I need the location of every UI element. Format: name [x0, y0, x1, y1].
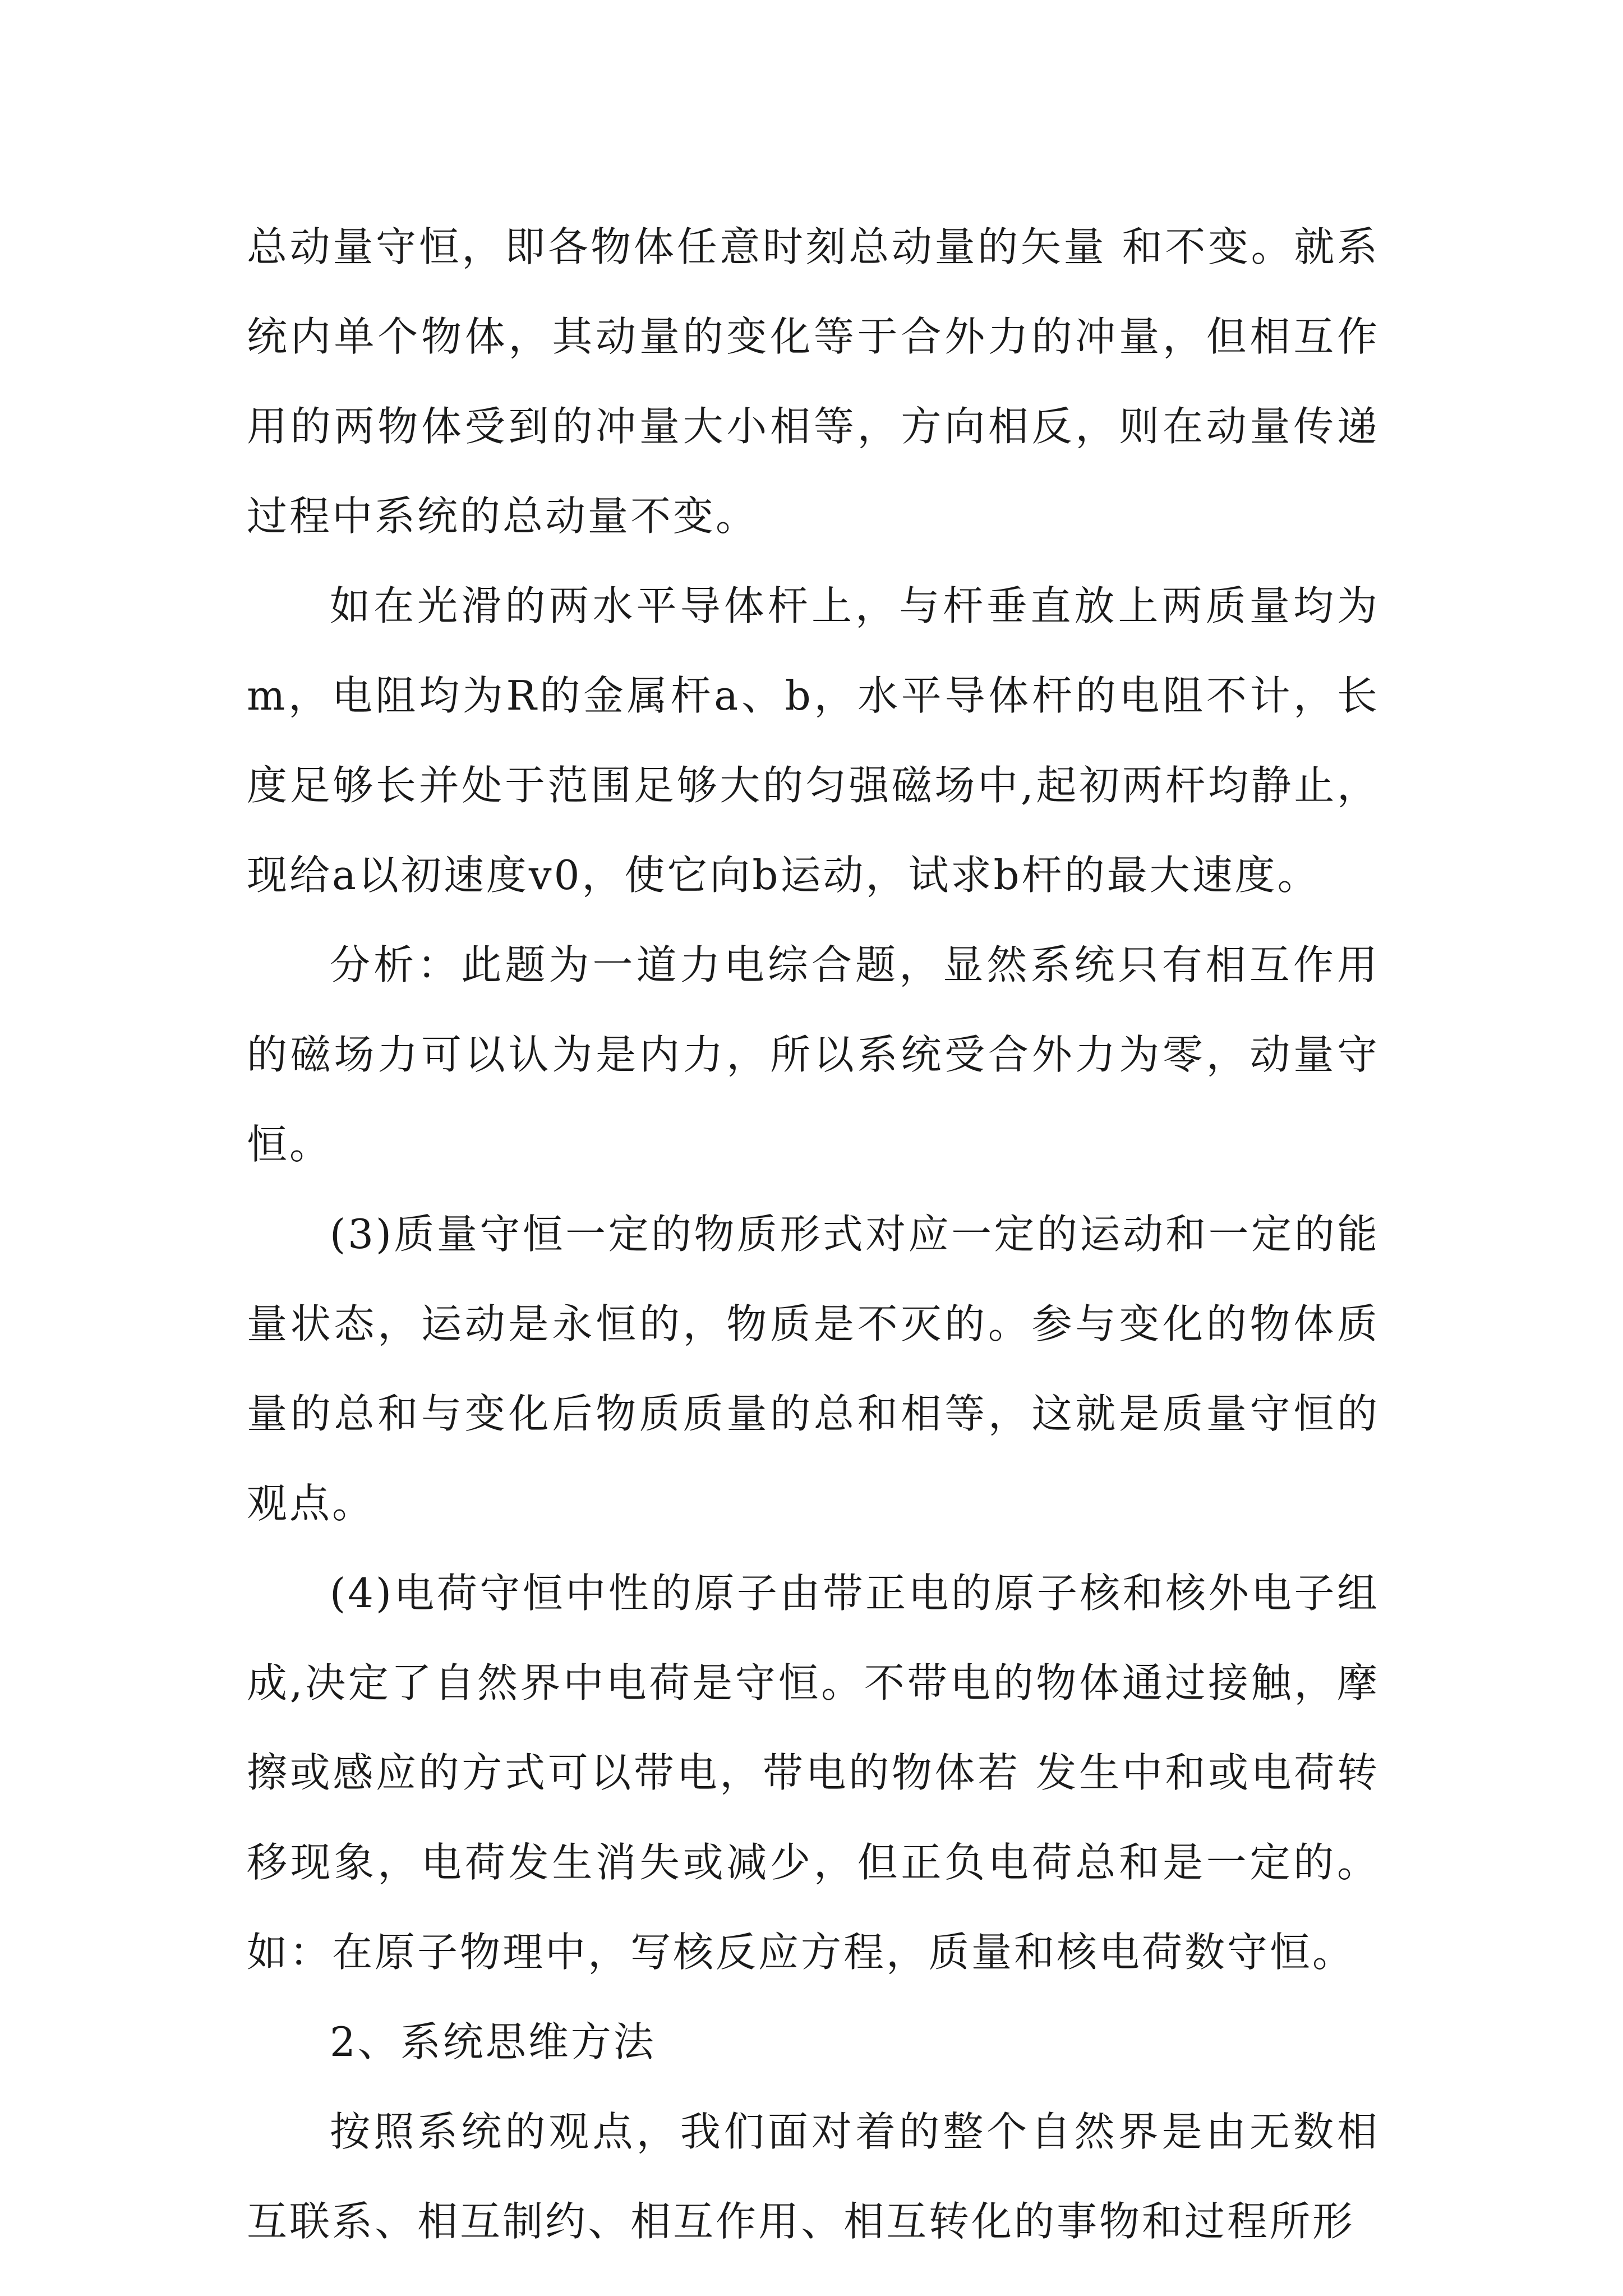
paragraph-system-viewpoint: 按照系统的观点，我们面对着的整个自然界是由无数相互联系、相互制约、相互作用、相互转化的事物和过程所形 — [247, 2108, 1380, 2245]
paragraph-mass-conservation: (3)质量守恒一定的物质形式对应一定的运动和一定的能量状态，运动是永恒的，物质是不灭的。参与变化的物体质量的总和与变化后物质质量的总和相等，这就是质量守恒的观点。 — [247, 1211, 1380, 1527]
paragraph-analysis: 分析：此题为一道力电综合题，显然系统只有相互作用的磁场力可以认为是内力，所以系统受合外力为零，动量守恒。 — [247, 941, 1380, 1168]
document-body — [247, 202, 1380, 2266]
paragraph-momentum-conservation: 总动量守恒，即各物体任意时刻总动量的矢量 和不变。就系统内单个物体，其动量的变化等于合外力的冲量，但相互作用的两物体受到的冲量大小相等，方向相反，则在动量传递过程中系统的总动量不变。 — [247, 223, 1380, 540]
paragraph-example-problem: 如在光滑的两水平导体杆上，与杆垂直放上两质量均为m，电阻均为R的金属杆a、b，水平导体杆的电阻不计，长度足够长并处于范围足够大的匀强磁场中,起初两杆均静止，现给a以初速度v0，使它向b运动，试求b杆的最大速度。 — [247, 582, 1380, 899]
paragraph-charge-conservation: (4)电荷守恒中性的原子由带正电的原子核和核外电子组成,决定了自然界中电荷是守恒。不带电的物体通过接触，摩擦或感应的方式可以带电，带电的物体若 发生中和或电荷转移现象，电荷发生消失或减少，但正负电荷总和是一定的。如：在原子物理中，写核反应方程，质量和核电荷数守恒。 — [247, 1570, 1380, 1976]
section-heading-system-thinking: 2、系统思维方法 — [330, 2018, 656, 2065]
